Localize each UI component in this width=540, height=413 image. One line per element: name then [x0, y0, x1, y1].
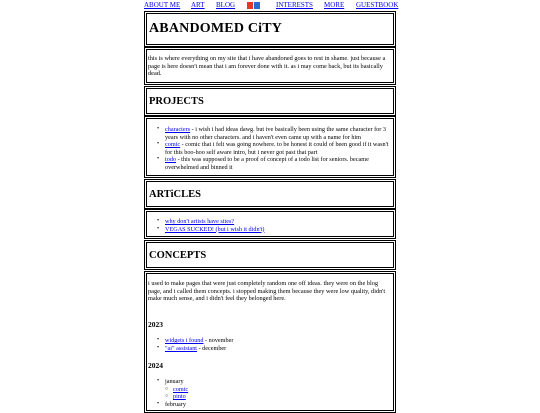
intro-text: this is where everything on my site that i have abandoned goes to rest in shame. just because a page is here doesn't mean that i am forever done with it. as i may come back, but its basically dead. — [148, 55, 386, 77]
concepts-box — [144, 271, 396, 413]
ai-assistant-link[interactable]: "ai" assistant — [165, 344, 198, 352]
list-item — [165, 386, 390, 394]
january-sublist — [165, 386, 390, 401]
nav-guestbook-link[interactable]: GUESTBOOK — [356, 1, 399, 9]
list-item-desc: - november — [203, 337, 234, 344]
list-item — [157, 126, 390, 141]
list-item — [157, 226, 390, 234]
content-column — [144, 0, 399, 408]
concepts-2024-list — [157, 378, 390, 408]
month-label: february — [165, 400, 186, 408]
todo-link[interactable]: todo — [165, 156, 177, 163]
articles-heading: ARTiCLES — [149, 189, 201, 200]
year-2023-heading: 2023 — [148, 320, 163, 329]
articles-heading-box — [144, 179, 396, 209]
list-item-desc: - december — [197, 344, 227, 352]
nav-more-link[interactable]: MORE — [324, 1, 345, 9]
nav-art-link[interactable]: ART — [191, 1, 205, 9]
articles-list — [157, 218, 390, 233]
list-item-desc: - comic that i felt was going nowhere. to be honest it could of been good if it wasn't for this boo-hoo self aware intro, but i never got past that part — [165, 141, 389, 156]
widgets-link[interactable]: widgets i found — [165, 337, 204, 344]
nav-about-me-link[interactable]: ABOUT ME — [144, 1, 181, 9]
intro-box — [144, 47, 396, 85]
characters-link[interactable]: characters — [165, 126, 191, 133]
concepts-heading: CONCEPTS — [149, 250, 207, 261]
article-link[interactable]: why don't artists have sites? — [165, 218, 235, 225]
concepts-heading-box — [144, 240, 396, 270]
concepts-intro: i used to make pages that were just completely random one off ideas. they were on the blog page, and i called them concepts. i stopped making them because they were low quality, didn't make much sense, and i didn't feel they belonged here. — [148, 280, 386, 302]
article-link[interactable]: VEGAS SUCKED! (but i wish it didn't) — [165, 225, 265, 233]
list-item-desc: - i wish i had ideas dawg. but ive basically been using the same character for 3 years with no other characters. and i haven't even came up with a name for him — [165, 126, 386, 141]
title-box — [144, 11, 396, 47]
projects-heading: PROJECTS — [149, 96, 204, 107]
list-item — [165, 393, 390, 401]
projects-box — [144, 116, 396, 178]
list-item — [157, 218, 390, 226]
comic-link[interactable]: comic — [165, 141, 181, 148]
month-label: january — [165, 378, 184, 385]
articles-box — [144, 209, 396, 239]
nav-interests-link[interactable]: INTERESTS — [276, 1, 313, 9]
list-item — [157, 378, 390, 401]
list-item — [157, 337, 390, 345]
nav-blog-link[interactable]: BLOG — [216, 1, 236, 9]
comic-concept-link[interactable]: comic — [173, 385, 189, 393]
pinto-link[interactable]: pinto — [173, 393, 186, 400]
list-item — [157, 401, 390, 409]
projects-list — [157, 126, 390, 171]
list-item-desc: - this was supposed to be a proof of concept of a todo list for seniors. became overwhelmed and binned it — [165, 156, 369, 171]
concepts-2023-list — [157, 337, 390, 352]
projects-heading-box — [144, 86, 396, 116]
list-item — [157, 141, 390, 156]
list-item — [157, 345, 390, 353]
page-title: ABANDOMED CiTY — [149, 21, 283, 36]
year-2024-heading: 2024 — [148, 361, 163, 370]
list-item — [157, 156, 390, 171]
